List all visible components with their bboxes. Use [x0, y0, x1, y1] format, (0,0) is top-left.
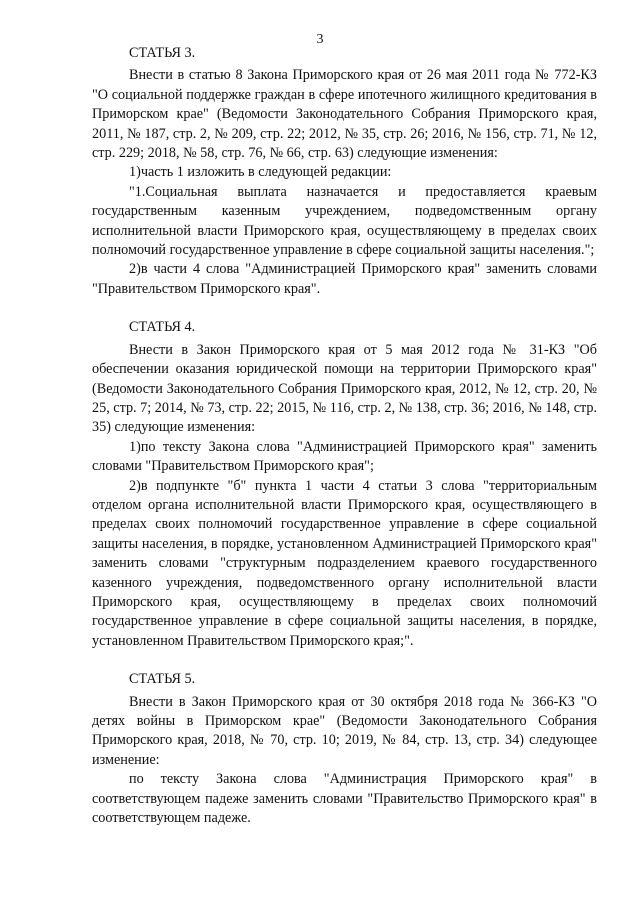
amendment-item: 2)в подпункте "б" пункта 1 части 4 статьи 3 слова "территориальным отделом органа исполнительной власти Приморского края, осуществляющего в пределах своих полномочий государственное управление в сфере социальной защиты населения, в порядке, установленном Администрацией Приморского края" заменить словами "структурным подразделением краевого государственного казенного учреждения, подведомственного органу исполнительной власти Приморского края, осуществляющему в пределах своих полномочий государственное управление в сфере социальной защиты населения, в порядке, установленном Правительством Приморского края;". [92, 477, 597, 649]
article-intro-paragraph: Внести в статью 8 Закона Приморского края от 26 мая 2011 года № 772-КЗ "О социальной поддержке граждан в сфере ипотечного жилищного кредитования в Приморском крае" (Ведомости Законодательного Собрания Приморского края, 2011, № 187, стр. 2, № 209, стр. 22; 2012, № 35, стр. 26; 2016, № 156, стр. 71, № 12, стр. 229; 2018, № 58, стр. 76, № 66, стр. 63) следующие изменения: [92, 67, 597, 162]
article-3 [92, 44, 597, 299]
article-heading: СТАТЬЯ 3. [129, 45, 196, 61]
article-5 [92, 670, 597, 828]
article-4 [92, 318, 597, 651]
page-number: 3 [316, 32, 324, 47]
article-intro-paragraph: Внести в Закон Приморского края от 5 мая 2012 года № 31-КЗ "Об обеспечении оказания юридической помощи на территории Приморского края" (Ведомости Законодательного Собрания Приморского края, 2012, № 12, стр. 20, № 25, стр. 7; 2014, № 73, стр. 22; 2015, № 116, стр. 2, № 138, стр. 36; 2016, № 148, стр. 35) следующие изменения: [92, 341, 597, 436]
amendment-item: по тексту Закона слова "Администрация Приморского края" в соответствующем падеже заменить словами "Правительство Приморского края" в соответствующем падеже. [92, 771, 597, 827]
document-body [92, 44, 597, 828]
article-heading: СТАТЬЯ 4. [129, 319, 196, 336]
article-heading: СТАТЬЯ 5. [129, 671, 196, 688]
amendment-item: 1)по тексту Закона слова "Администрацией Приморского края" заменить словами "Правительством Приморского края"; [92, 438, 597, 475]
amendment-item: 1)часть 1 изложить в следующей редакции: [129, 164, 392, 181]
amendment-item: 2)в части 4 слова "Администрацией Приморского края" заменить словами "Правительством Приморского края". [92, 261, 597, 297]
article-intro-paragraph: Внести в Закон Приморского края от 30 октября 2018 года № 366-КЗ "О детях войны в Приморском крае" (Ведомости Законодательного Собрания Приморского края, 2018, № 70, стр. 10; 2019, № 84, стр. 13, стр. 34) следующее изменение: [92, 693, 597, 768]
amendment-quote: "1.Социальная выплата назначается и предоставляется краевым государственным казенным учреждением, подведомственным органу исполнительной власти Приморского края, осуществляющему в пределах своих полномочий государственное управление в сфере социальной защиты населения."; [92, 183, 597, 259]
